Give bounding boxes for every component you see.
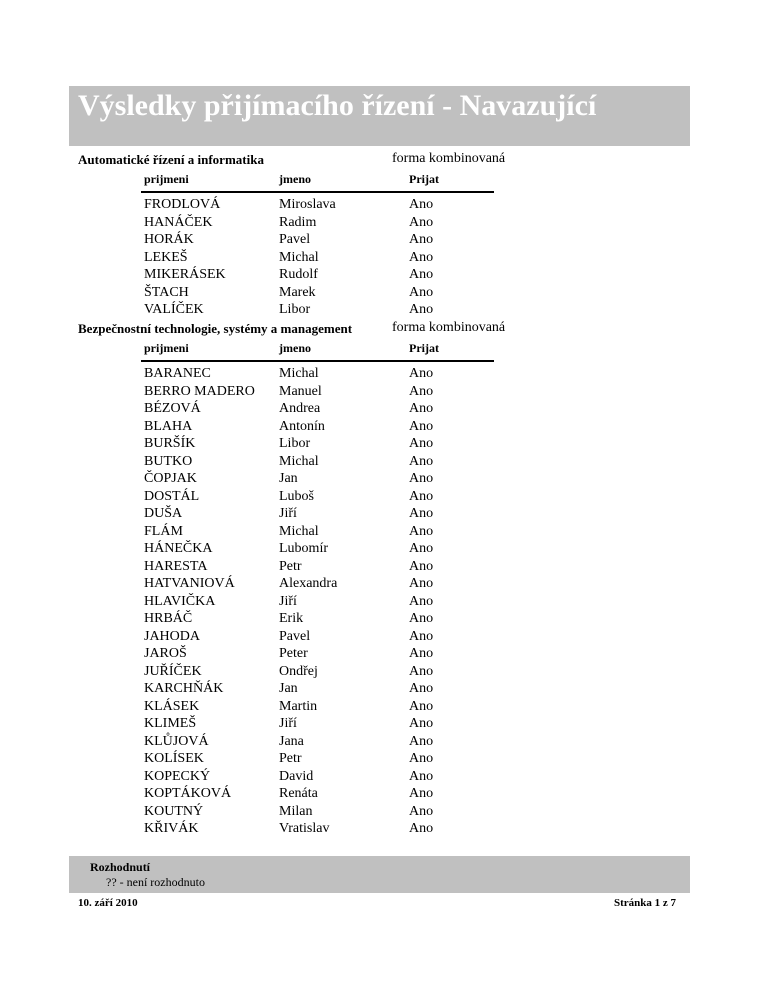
- student-surname: BARANEC: [144, 366, 211, 381]
- student-surname: BURŠÍK: [144, 436, 196, 451]
- student-surname: KOPTÁKOVÁ: [144, 786, 232, 801]
- student-accepted: Ano: [409, 418, 434, 434]
- student-surname: KŘIVÁK: [144, 821, 199, 836]
- student-surname: KOPECKÝ: [144, 768, 211, 784]
- student-name: Miroslava: [279, 197, 336, 212]
- student-surname: HRBÁČ: [144, 611, 193, 626]
- column-header-accepted: Prijat: [409, 341, 439, 355]
- student-accepted: Ano: [409, 488, 434, 504]
- student-surname: DOSTÁL: [144, 488, 200, 504]
- student-surname: LEKEŠ: [144, 249, 188, 265]
- student-name: Rudolf: [279, 267, 318, 282]
- student-name: Marek: [279, 284, 316, 300]
- student-accepted: Ano: [409, 681, 434, 696]
- student-accepted: Ano: [409, 558, 434, 574]
- student-surname: JAHODA: [144, 628, 200, 644]
- student-accepted: Ano: [409, 663, 434, 679]
- table-row: [0, 785, 768, 803]
- column-header-accepted: Prijat: [409, 172, 439, 186]
- legend-band: [69, 856, 690, 893]
- table-row: [0, 383, 768, 401]
- study-form: forma kombinovaná: [392, 320, 506, 335]
- study-form: forma kombinovaná: [392, 151, 506, 166]
- legend-text: ?? - není rozhodnuto: [106, 875, 205, 889]
- student-accepted: Ano: [409, 821, 434, 836]
- student-name: David: [279, 768, 314, 784]
- student-name: Jana: [279, 733, 304, 749]
- section-name: Automatické řízení a informatika: [78, 152, 264, 167]
- table-row: [0, 558, 768, 576]
- student-surname: KLŮJOVÁ: [144, 733, 209, 749]
- column-header-name: jmeno: [279, 341, 311, 355]
- student-name: Pavel: [279, 232, 311, 247]
- student-list: [0, 196, 768, 319]
- table-row: [0, 523, 768, 541]
- table-row: [0, 488, 768, 506]
- student-surname: BÉZOVÁ: [144, 401, 201, 416]
- student-name: Libor: [279, 436, 311, 451]
- student-surname: BLAHA: [144, 418, 193, 434]
- table-row: [0, 400, 768, 418]
- table-row: [0, 663, 768, 681]
- header-rule: [141, 360, 494, 362]
- student-accepted: Ano: [409, 453, 434, 469]
- student-accepted: Ano: [409, 593, 434, 609]
- column-header-surname: prijmeni: [144, 172, 189, 186]
- student-name: Peter: [279, 646, 308, 661]
- student-accepted: Ano: [409, 716, 434, 731]
- student-accepted: Ano: [409, 267, 434, 282]
- student-name: Renáta: [279, 786, 318, 801]
- student-accepted: Ano: [409, 249, 434, 265]
- title-band: [69, 86, 690, 146]
- student-surname: HORÁK: [144, 232, 194, 247]
- table-row: [0, 698, 768, 716]
- table-row: [0, 214, 768, 232]
- table-row: [0, 768, 768, 786]
- section-name: Bezpečnostní technologie, systémy a management: [78, 321, 353, 336]
- student-surname: JUŘÍČEK: [144, 663, 202, 679]
- student-accepted: Ano: [409, 628, 434, 644]
- student-accepted: Ano: [409, 284, 434, 300]
- student-name: Lubomír: [279, 541, 328, 556]
- student-name: Petr: [279, 751, 302, 766]
- student-name: Michal: [279, 453, 319, 469]
- column-header-name: jmeno: [279, 172, 311, 186]
- student-name: Michal: [279, 366, 319, 381]
- student-surname: HARESTA: [144, 558, 208, 574]
- student-name: Jan: [279, 681, 298, 696]
- column-header-surname: prijmeni: [144, 341, 189, 355]
- column-headers: [0, 341, 768, 357]
- table-row: [0, 575, 768, 593]
- student-name: Milan: [279, 803, 313, 819]
- student-accepted: Ano: [409, 803, 434, 819]
- student-name: Manuel: [279, 383, 322, 399]
- student-accepted: Ano: [409, 401, 434, 416]
- student-accepted: Ano: [409, 611, 434, 626]
- student-name: Libor: [279, 302, 311, 317]
- student-name: Jiří: [279, 506, 297, 521]
- student-name: Luboš: [279, 488, 314, 504]
- student-surname: HANÁČEK: [144, 214, 213, 230]
- student-surname: JAROŠ: [144, 646, 187, 661]
- student-name: Michal: [279, 523, 319, 539]
- table-row: [0, 365, 768, 383]
- student-surname: ČOPJAK: [144, 471, 197, 486]
- student-name: Alexandra: [279, 576, 338, 591]
- student-accepted: Ano: [409, 506, 434, 521]
- table-row: [0, 470, 768, 488]
- table-row: [0, 453, 768, 471]
- table-row: [0, 266, 768, 284]
- page-title: Výsledky přijímacího řízení - Navazující: [78, 89, 597, 122]
- table-row: [0, 750, 768, 768]
- student-name: Andrea: [279, 401, 321, 416]
- student-surname: VALÍČEK: [144, 302, 204, 317]
- table-row: [0, 645, 768, 663]
- table-row: [0, 284, 768, 302]
- section-header: [0, 319, 768, 339]
- student-accepted: Ano: [409, 436, 434, 451]
- student-surname: FLÁM: [144, 523, 183, 539]
- table-row: [0, 301, 768, 319]
- table-row: [0, 593, 768, 611]
- student-surname: HLAVIČKA: [144, 593, 216, 609]
- table-row: [0, 418, 768, 436]
- student-surname: HÁNEČKA: [144, 541, 213, 556]
- student-surname: KARCHŇÁK: [144, 681, 224, 696]
- student-name: Vratislav: [279, 821, 330, 836]
- table-row: [0, 803, 768, 821]
- student-surname: HATVANIOVÁ: [144, 576, 235, 591]
- table-row: [0, 249, 768, 267]
- student-accepted: Ano: [409, 471, 434, 486]
- student-surname: ŠTACH: [144, 284, 189, 300]
- student-accepted: Ano: [409, 541, 434, 556]
- student-accepted: Ano: [409, 733, 434, 749]
- student-accepted: Ano: [409, 197, 434, 212]
- table-row: [0, 540, 768, 558]
- student-surname: KLÁSEK: [144, 698, 200, 714]
- student-surname: FRODLOVÁ: [144, 197, 221, 212]
- student-name: Michal: [279, 249, 319, 265]
- student-accepted: Ano: [409, 383, 434, 399]
- table-row: [0, 231, 768, 249]
- table-row: [0, 628, 768, 646]
- table-row: [0, 680, 768, 698]
- student-name: Radim: [279, 214, 317, 230]
- table-row: [0, 196, 768, 214]
- table-row: [0, 715, 768, 733]
- print-date: 10. září 2010: [78, 897, 138, 909]
- student-list: [0, 365, 768, 838]
- student-surname: KOLÍSEK: [144, 751, 204, 766]
- student-accepted: Ano: [409, 214, 434, 230]
- student-surname: KOUTNÝ: [144, 803, 204, 819]
- student-name: Ondřej: [279, 663, 318, 679]
- table-row: [0, 820, 768, 838]
- student-accepted: Ano: [409, 523, 434, 539]
- student-name: Jiří: [279, 716, 297, 731]
- student-name: Erik: [279, 611, 304, 626]
- student-accepted: Ano: [409, 768, 434, 784]
- column-headers: [0, 172, 768, 188]
- header-rule: [141, 191, 494, 193]
- student-name: Antonín: [279, 418, 325, 434]
- student-surname: MIKERÁSEK: [144, 267, 226, 282]
- student-name: Petr: [279, 558, 302, 574]
- table-row: [0, 610, 768, 628]
- student-accepted: Ano: [409, 302, 434, 317]
- student-accepted: Ano: [409, 646, 434, 661]
- student-name: Jan: [279, 471, 298, 486]
- page-number: Stránka 1 z 7: [613, 897, 676, 909]
- student-accepted: Ano: [409, 366, 434, 381]
- student-surname: BERRO MADERO: [144, 383, 255, 399]
- legend-title: Rozhodnutí: [90, 860, 151, 874]
- student-name: Pavel: [279, 628, 311, 644]
- student-accepted: Ano: [409, 786, 434, 801]
- student-surname: KLIMEŠ: [144, 716, 197, 731]
- student-surname: BUTKO: [144, 453, 193, 469]
- student-accepted: Ano: [409, 698, 434, 714]
- table-row: [0, 733, 768, 751]
- table-row: [0, 435, 768, 453]
- student-accepted: Ano: [409, 232, 434, 247]
- student-accepted: Ano: [409, 576, 434, 591]
- table-row: [0, 505, 768, 523]
- student-name: Jiří: [279, 593, 297, 609]
- section-header: [0, 150, 768, 170]
- student-surname: DUŠA: [144, 506, 183, 521]
- student-accepted: Ano: [409, 751, 434, 766]
- student-name: Martin: [279, 698, 318, 714]
